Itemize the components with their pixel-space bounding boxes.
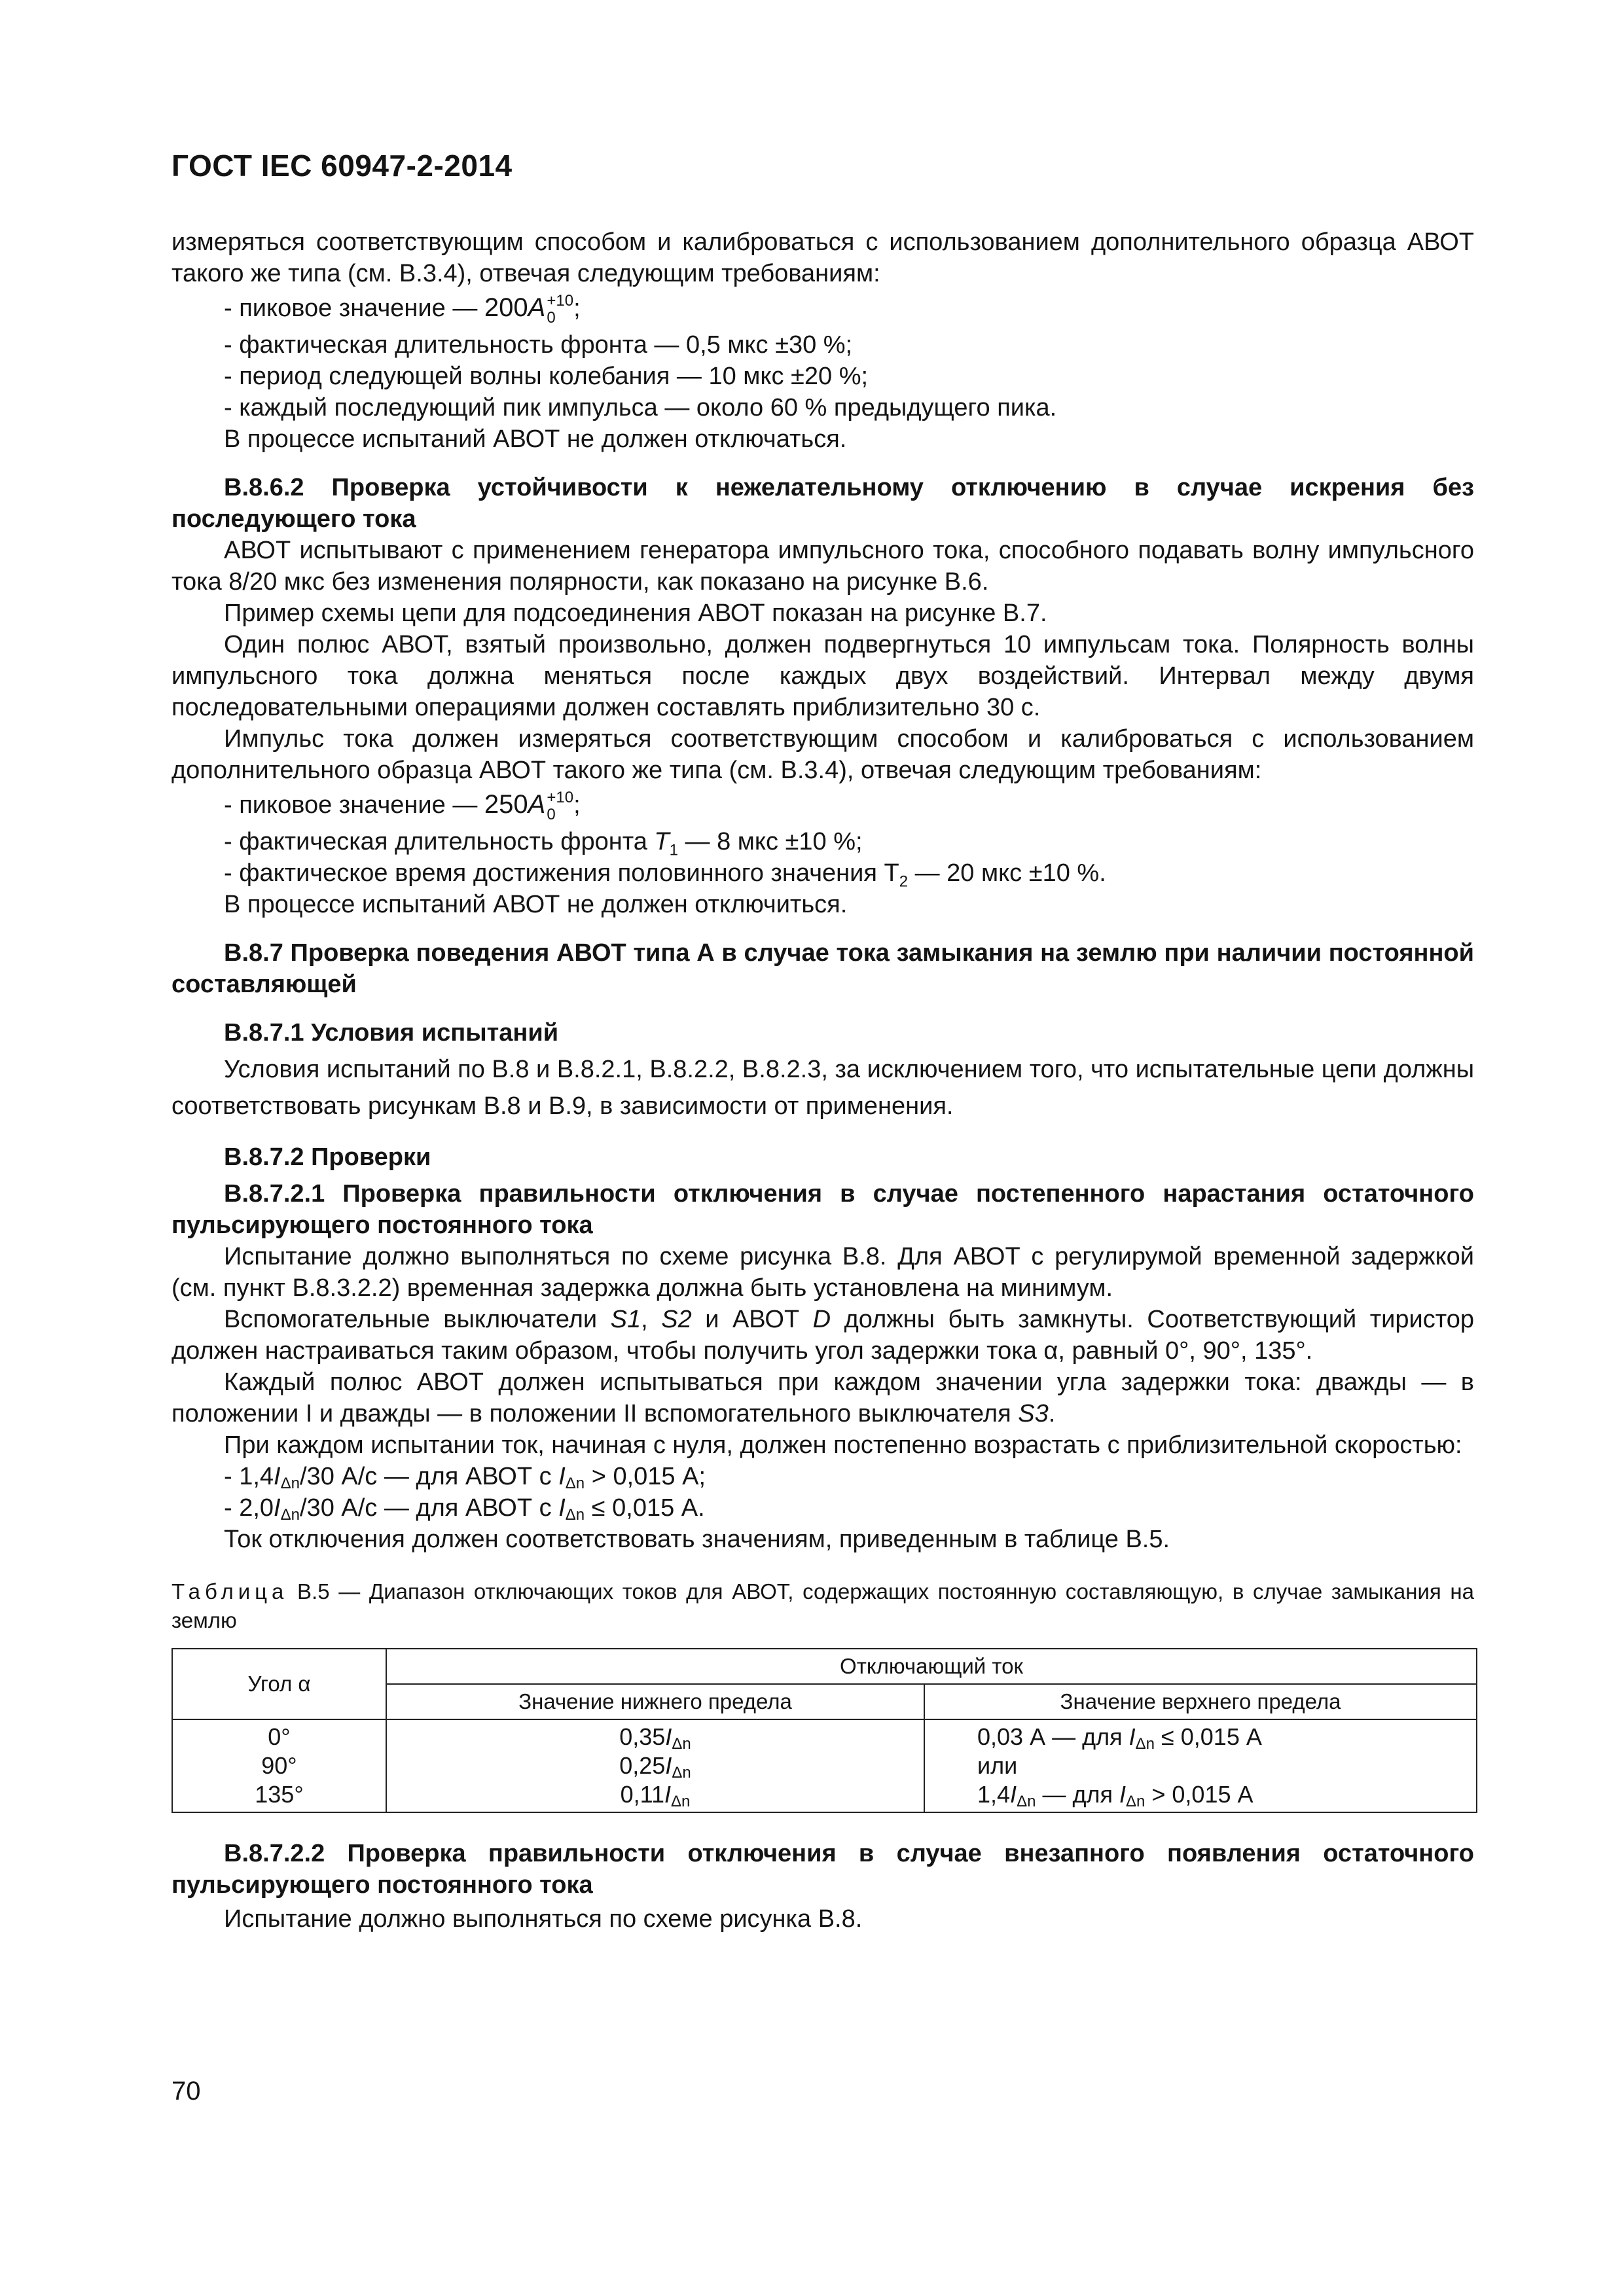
list-item: - 1,4IΔn/30 А/с — для АВОТ с IΔn > 0,015 А; (224, 1462, 706, 1492)
paragraph: Ток отключения должен соответствовать значениям, приведенным в таблице В.5. (224, 1525, 1170, 1553)
tolerance-fraction: +10 0 (547, 291, 574, 327)
section-heading-b862: В.8.6.2 Проверка устойчивости к нежелательному отключению в случае искрения без последующего тока (171, 473, 1474, 533)
list-item-peak-250: - пиковое значение — 250A +10 0 ; (224, 788, 581, 823)
list-item: - фактическое время достижения половинного значения $T_2$ — 20 мкс ±10 %. (224, 859, 1106, 891)
list-item: - фактическая длительность фронта $T_1$ — 8 мкс ±10 %; (224, 827, 863, 859)
paragraph: Условия испытаний по В.8 и В.8.2.1, В.8.2.2, В.8.2.3, за исключением того, что испытательные цепи должны соответствовать рисункам В.8 и В.9, в зависимости от применения. (171, 1055, 1474, 1120)
list-item-peak-200: - пиковое значение — 200A +10 0 ; (224, 291, 581, 327)
paragraph: При каждом испытании ток, начиная с нуля, должен постепенно возрастать с приблизительной скоростью: (224, 1431, 1462, 1459)
paragraph: измеряться соответствующим способом и калиброваться с использованием дополнительного образца АВОТ такого же типа (см. В.3.4), отвечая следующим требованиям: (171, 228, 1474, 287)
list-item: - фактическая длительность фронта — 0,5 мкс ±30 %; (224, 331, 853, 359)
paragraph: В процессе испытаний АВОТ не должен отключиться. (224, 890, 848, 918)
trip-current-table (171, 1648, 1477, 1813)
section-heading-b8721: В.8.7.2.1 Проверка правильности отключения в случае постепенного нарастания остаточного пульсирующего постоянного тока (171, 1179, 1474, 1239)
column-header-upper-limit: Значение верхнего предела (924, 1684, 1477, 1719)
section-heading-b871: В.8.7.1 Условия испытаний (224, 1018, 559, 1047)
tolerance-fraction: +10 0 (547, 788, 574, 823)
paragraph: В процессе испытаний АВОТ не должен отключаться. (224, 425, 847, 453)
body-text (171, 226, 1474, 1935)
paragraph: Каждый полюс АВОТ должен испытываться при каждом значении угла задержки тока: дважды — в положении I и дважды — в положении II вспомогательного выключателя S3. (171, 1368, 1474, 1427)
page-header-doc-code: ГОСТ IEC 60947-2-2014 (171, 149, 513, 183)
paragraph: АВОТ испытывают с применением генератора импульсного тока, способного подавать волну импульсного тока 8/20 мкс без изменения полярности, как показано на рисунке В.6. (171, 536, 1474, 596)
table-caption: Таблица В.5 — Диапазон отключающих токов для АВОТ, содержащих постоянную составляющую, в случае замыкания на землю (171, 1579, 1474, 1632)
section-heading-b8722: В.8.7.2.2 Проверка правильности отключения в случае внезапного появления остаточного пульсирующего постоянного тока (171, 1839, 1474, 1899)
paragraph: Испытание должно выполняться по схеме рисунка В.8. (224, 1905, 863, 1933)
paragraph: Импульс тока должен измеряться соответствующим способом и калиброваться с использованием дополнительного образца АВОТ такого же типа (см. В.3.4), отвечая следующим требованиям: (171, 725, 1474, 784)
paragraph: Испытание должно выполняться по схеме рисунка В.8. Для АВОТ с регулирумой временной задержкой (см. пункт В.8.3.2.2) временная задержка должна быть установлена на минимум. (171, 1242, 1474, 1302)
section-heading-b87: В.8.7 Проверка поведения АВОТ типа А в случае тока замыкания на землю при наличии постоянной составляющей (171, 939, 1474, 998)
list-item: - 2,0IΔn/30 А/с — для АВОТ с IΔn ≤ 0,015 А. (224, 1494, 705, 1524)
paragraph: Вспомогательные выключатели S1, S2 и АВОТ D должны быть замкнуты. Соответствующий тиристор должен настраиваться таким образом, чтобы получить угол задержки тока α, равный 0°, 90°, 135°. (171, 1305, 1474, 1365)
table-cell-angles: 0° 90° 135° (172, 1719, 386, 1812)
paragraph: Пример схемы цепи для подсоединения АВОТ показан на рисунке В.7. (224, 599, 1047, 627)
paragraph: Один полюс АВОТ, взятый произвольно, должен подвергнуться 10 импульсам тока. Полярность волны импульсного тока должна меняться после каждых двух воздействий. Интервал между двумя последовательными операциями должен составлять приблизительно 30 с. (171, 630, 1474, 721)
page-number: 70 (171, 2077, 201, 2106)
table-cell-upper-values: 0,03 А — для IΔn ≤ 0,015 А или 1,4IΔn — для IΔn > 0,015 А (924, 1719, 1477, 1812)
list-item: - период следующей волны колебания — 10 мкс ±20 %; (224, 362, 869, 390)
list-item: - каждый последующий пик импульса — около 60 % предыдущего пика. (224, 393, 1057, 422)
column-header-trip-current: Отключающий ток (386, 1649, 1477, 1684)
section-heading-b872: В.8.7.2 Проверки (224, 1143, 431, 1171)
table-cell-lower-values: 0,35IΔn 0,25IΔn 0,11IΔn (386, 1719, 924, 1812)
column-header-angle: Угол α (172, 1649, 386, 1719)
column-header-lower-limit: Значение нижнего предела (386, 1684, 924, 1719)
